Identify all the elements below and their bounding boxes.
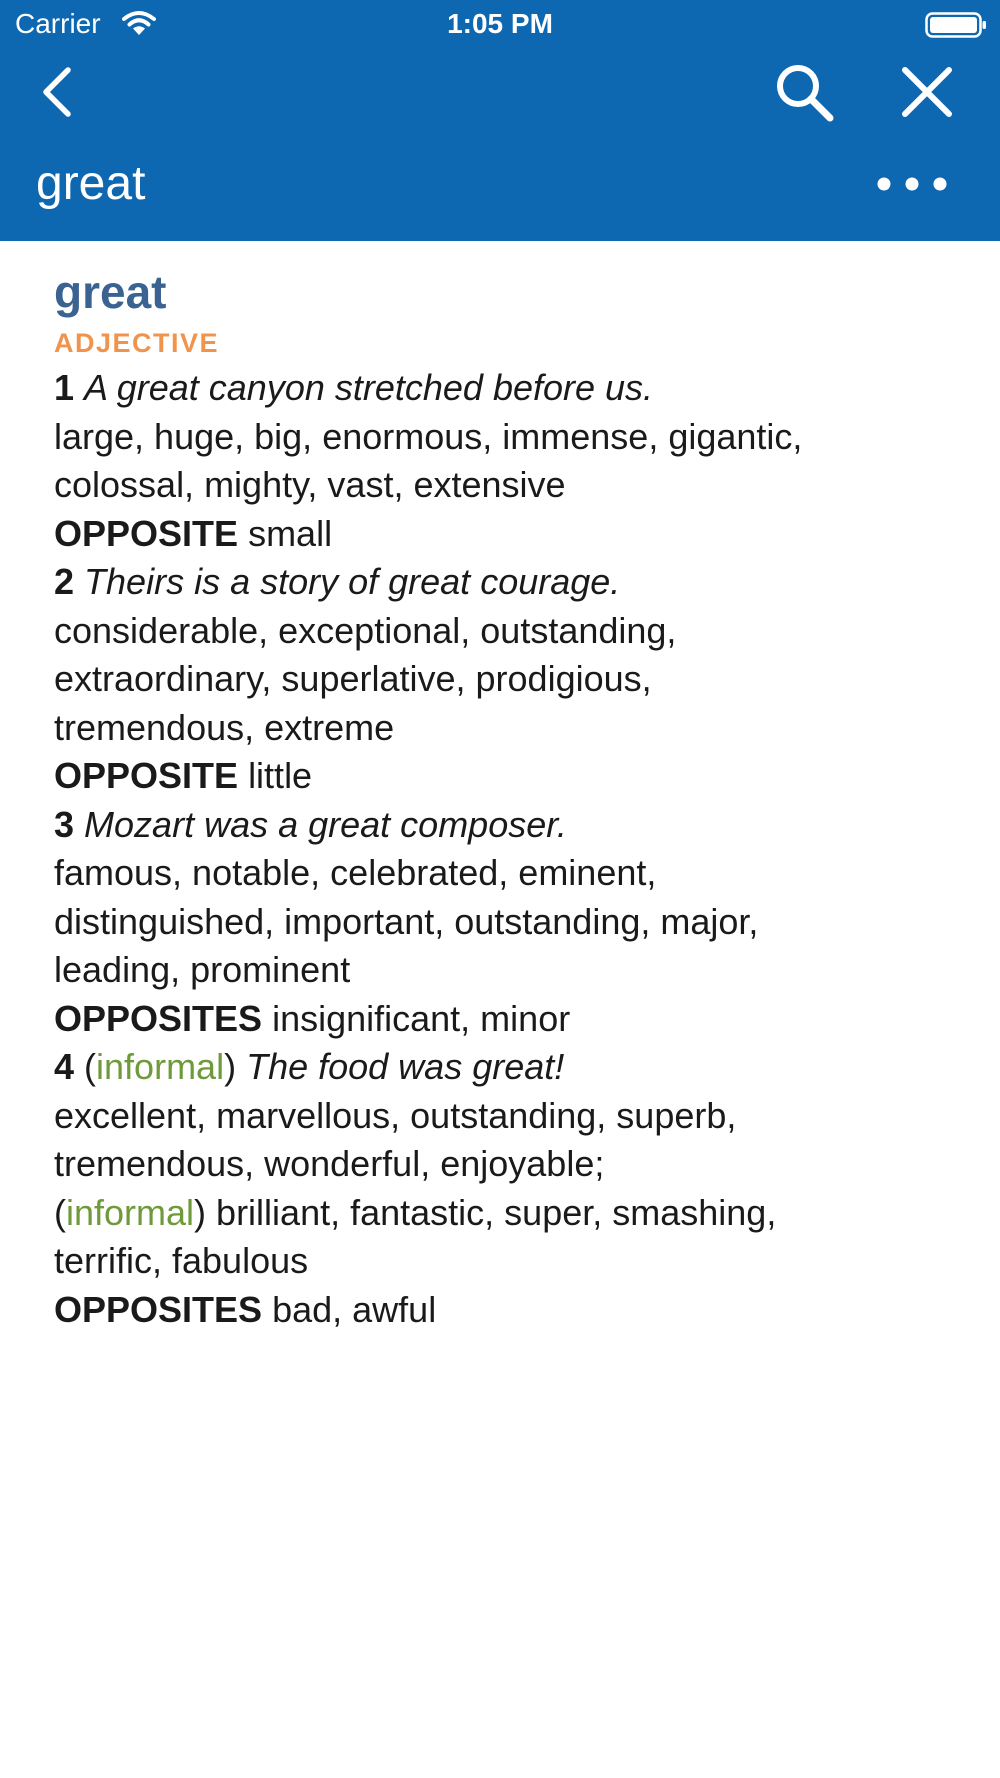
opposites-line	[54, 1286, 974, 1335]
sense-3-example-line	[54, 801, 974, 850]
synonyms-line: extraordinary, superlative, prodigious,	[54, 658, 652, 699]
sense-number: 1	[54, 367, 75, 408]
example-sentence: Mozart was a great composer.	[84, 803, 567, 845]
more-icon	[874, 162, 950, 206]
synonyms-line: terrific, fabulous	[54, 1240, 309, 1281]
app-header	[0, 0, 1000, 241]
synonyms-line: excellent, marvellous, outstanding, superb,	[54, 1094, 737, 1136]
synonyms-line: tremendous, extreme	[54, 706, 395, 748]
example-sentence: Theirs is a story of great courage.	[84, 561, 621, 602]
search-button[interactable]	[772, 60, 836, 124]
sense-number: 3	[54, 803, 75, 845]
back-icon	[28, 60, 92, 124]
opposite-label: OPPOSITE	[54, 512, 239, 554]
close-button[interactable]	[895, 60, 959, 124]
opposite-label: OPPOSITES	[54, 997, 263, 1039]
example-sentence: The food was great!	[246, 1046, 565, 1087]
sense-1-example-line	[54, 364, 974, 413]
opposite-label: OPPOSITES	[54, 1288, 263, 1330]
sense-4-example-line: 4 (informal) The food was great!	[54, 1046, 565, 1087]
opposite-words: bad, awful	[272, 1288, 437, 1330]
headword: great	[54, 266, 167, 318]
synonyms-line: tremendous, wonderful, enjoyable;	[54, 1143, 605, 1184]
sense-2-example-line	[54, 558, 974, 607]
more-button[interactable]	[874, 162, 950, 206]
synonyms-line: large, huge, big, enormous, immense, gigantic,	[54, 415, 803, 457]
opposite-words: small	[248, 512, 333, 554]
register-label: informal	[66, 1191, 195, 1233]
register-label: informal	[96, 1046, 225, 1087]
status-time: 1:05 PM	[447, 8, 553, 39]
sense-number: 2	[54, 561, 75, 602]
opposite-label: OPPOSITE	[54, 755, 239, 796]
synonyms-line: famous, notable, celebrated, eminent,	[54, 852, 657, 893]
back-button[interactable]	[28, 60, 92, 124]
opposites-line	[54, 752, 974, 801]
synonyms-line: leading, prominent	[54, 949, 351, 990]
part-of-speech: ADJECTIVE	[54, 328, 220, 358]
battery-icon	[925, 12, 987, 38]
opposite-words: insignificant, minor	[272, 997, 571, 1039]
sense-number: 4	[54, 1046, 75, 1087]
page-title: great	[36, 157, 146, 210]
example-sentence: A great canyon stretched before us.	[84, 367, 654, 408]
status-bar	[0, 0, 1000, 50]
carrier-label: Carrier	[15, 8, 101, 39]
opposites-line	[54, 510, 974, 559]
synonyms-line: distinguished, important, outstanding, major,	[54, 900, 759, 942]
synonyms-line: colossal, mighty, vast, extensive	[54, 464, 566, 505]
opposite-words: little	[248, 755, 313, 796]
entry-content	[54, 260, 974, 1334]
informal-synonyms: brilliant, fantastic, super, smashing,	[216, 1191, 777, 1233]
informal-synonyms-line: (informal) brilliant, fantastic, super, smashing,	[54, 1191, 777, 1233]
search-icon	[772, 60, 836, 124]
synonyms-line: considerable, exceptional, outstanding,	[54, 609, 677, 651]
opposites-line	[54, 995, 974, 1044]
close-icon	[895, 60, 959, 124]
